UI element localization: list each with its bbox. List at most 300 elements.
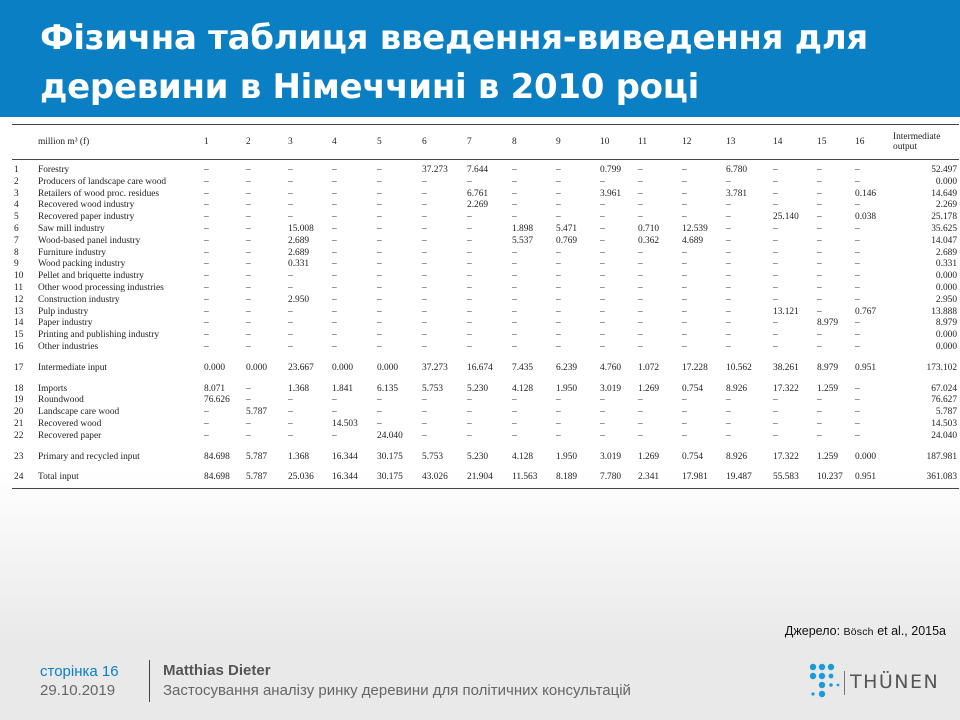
table-cell: –	[600, 330, 605, 341]
table-cell: 14.649	[931, 188, 957, 199]
table-cell: –	[467, 418, 472, 429]
table-cell: –	[600, 271, 605, 282]
table-cell: –	[638, 294, 643, 305]
table-row	[12, 375, 959, 396]
table-cell: –	[377, 395, 382, 406]
table-cell: –	[332, 282, 337, 293]
row-number: 22	[14, 430, 24, 441]
table-cell: –	[467, 341, 472, 352]
table-cell: –	[246, 212, 251, 223]
table-cell: –	[288, 407, 293, 418]
table-cell: 4.128	[512, 451, 534, 462]
table-row	[12, 342, 959, 354]
table-row	[12, 259, 959, 271]
table-row	[12, 407, 959, 419]
table-cell: –	[773, 200, 778, 211]
table-cell: –	[638, 407, 643, 418]
table-cell: –	[855, 165, 860, 175]
date: 29.10.2019	[40, 682, 116, 699]
row-label: Printing and publishing industry	[38, 330, 160, 341]
table-cell: –	[246, 282, 251, 293]
row-number: 16	[14, 341, 24, 352]
table-cell: –	[682, 330, 687, 341]
table-cell: –	[600, 247, 605, 258]
table-cell: 17.981	[680, 463, 724, 488]
table-cell: 1.259	[817, 383, 839, 394]
table-cell: –	[600, 407, 605, 418]
table-cell: 8.979	[817, 318, 839, 329]
table-cell: –	[204, 418, 209, 429]
table-cell: –	[467, 318, 472, 329]
column-header: 4	[330, 125, 375, 160]
table-cell: –	[638, 418, 643, 429]
table-cell: –	[600, 418, 605, 429]
table-cell: –	[773, 341, 778, 352]
table-cell: –	[377, 330, 382, 341]
table-cell: 187.981	[926, 451, 957, 462]
table-row	[12, 189, 959, 201]
row-label: Intermediate input	[38, 362, 107, 373]
table-cell: 16.344	[332, 451, 358, 462]
table-cell: 5.230	[467, 451, 489, 462]
source-note	[785, 624, 946, 638]
dots-logo-icon	[808, 661, 842, 701]
table-cell: –	[422, 200, 427, 211]
row-label: Imports	[38, 383, 68, 394]
table-cell: –	[246, 306, 251, 317]
table-cell: 5.787	[244, 463, 286, 488]
table-cell: –	[422, 223, 427, 234]
table-cell: –	[377, 282, 382, 293]
table-cell: 5.787	[246, 451, 268, 462]
table-cell: 0.331	[288, 259, 310, 270]
table-cell: –	[377, 165, 382, 175]
row-label: Wood-based panel industry	[38, 235, 141, 246]
table-cell: –	[512, 282, 517, 293]
source-prefix: Джерело:	[784, 624, 844, 638]
table-cell: –	[377, 407, 382, 418]
table-cell: –	[726, 318, 731, 329]
table-cell: 0.000	[935, 341, 957, 352]
table-header-row	[12, 125, 959, 160]
table-cell: –	[817, 223, 822, 234]
table-cell: 0.754	[682, 451, 704, 462]
table-cell: 0.000	[935, 330, 957, 341]
table-cell: –	[726, 271, 731, 282]
table-cell: 1.269	[638, 451, 660, 462]
table-cell: –	[817, 330, 822, 341]
author: Matthias Dieter	[163, 662, 271, 679]
row-label: Recovered wood	[38, 418, 102, 429]
table-cell: –	[288, 395, 293, 406]
table-cell: –	[682, 200, 687, 211]
table-cell: –	[682, 306, 687, 317]
table-cell: 5.230	[467, 383, 489, 394]
table-cell: –	[682, 188, 687, 199]
table-cell: –	[817, 271, 822, 282]
table-cell: 13.121	[773, 306, 799, 317]
presentation-subtitle: Застосування аналізу ринку деревини для політичних консультацій	[163, 682, 631, 699]
table-cell: –	[773, 235, 778, 246]
table-cell: –	[422, 306, 427, 317]
row-number: 23	[14, 451, 24, 462]
table-cell: –	[467, 306, 472, 317]
table-cell: 2.269	[467, 200, 489, 211]
row-label: Wood packing industry	[38, 259, 126, 270]
table-cell: –	[204, 235, 209, 246]
table-cell: –	[600, 200, 605, 211]
table-cell: –	[422, 271, 427, 282]
table-cell: 6.239	[556, 362, 578, 373]
table-cell: –	[638, 395, 643, 406]
table-cell: 24.040	[931, 430, 957, 441]
table-cell: –	[467, 395, 472, 406]
table-cell: –	[288, 165, 293, 175]
header-unit: million m³ (f)	[36, 125, 202, 160]
table-cell: –	[332, 223, 337, 234]
table-cell: –	[377, 223, 382, 234]
table-cell: –	[512, 200, 517, 211]
table-cell: –	[556, 418, 561, 429]
table-cell: –	[855, 341, 860, 352]
table-cell: 0.000	[855, 451, 877, 462]
table-cell: 19.487	[724, 463, 771, 488]
table-cell: 0.767	[855, 306, 877, 317]
table-cell: –	[422, 418, 427, 429]
row-number: 2	[14, 176, 19, 187]
table-cell: –	[512, 294, 517, 305]
table-cell: –	[682, 395, 687, 406]
table-cell: –	[855, 200, 860, 211]
row-number: 3	[14, 188, 19, 199]
table-cell: –	[204, 318, 209, 329]
column-header: 5	[375, 125, 420, 160]
table-cell: –	[773, 395, 778, 406]
table-cell: –	[288, 271, 293, 282]
table-cell: –	[817, 165, 822, 175]
table-cell: 8.979	[935, 318, 957, 329]
table-cell: –	[773, 282, 778, 293]
table-cell: –	[556, 176, 561, 187]
table-cell: 25.036	[286, 463, 330, 488]
row-number: 24	[12, 463, 36, 488]
row-label: Pulp industry	[38, 306, 89, 317]
table-cell: –	[773, 418, 778, 429]
table-cell: –	[377, 235, 382, 246]
table-cell: 1.368	[288, 451, 310, 462]
table-cell: –	[682, 294, 687, 305]
column-header: 13	[724, 125, 771, 160]
table-row	[12, 248, 959, 260]
table-cell: –	[726, 223, 731, 234]
table-row	[12, 160, 959, 177]
table-cell: –	[817, 212, 822, 223]
table-cell: –	[288, 318, 293, 329]
table-cell: 35.625	[931, 223, 957, 234]
table-cell: –	[512, 395, 517, 406]
table-cell: –	[855, 223, 860, 234]
column-header: 11	[636, 125, 680, 160]
table-cell: –	[726, 247, 731, 258]
table-cell: –	[638, 430, 643, 441]
table-cell: –	[422, 407, 427, 418]
table-cell: –	[855, 407, 860, 418]
column-header: 6	[420, 125, 465, 160]
table-cell: –	[855, 247, 860, 258]
row-label: Other wood processing industries	[38, 282, 164, 293]
row-label: Recovered paper	[38, 430, 102, 441]
row-number: 10	[14, 271, 24, 282]
table-cell: –	[600, 318, 605, 329]
table-cell: 1.898	[512, 223, 534, 234]
table-cell: –	[246, 200, 251, 211]
table-cell: –	[600, 176, 605, 187]
row-number: 7	[14, 235, 19, 246]
logo-text: THÜNEN	[850, 671, 940, 693]
table-cell: –	[422, 212, 427, 223]
table-cell: 1.950	[556, 383, 578, 394]
table-cell: –	[246, 294, 251, 305]
table-cell: 38.261	[773, 362, 799, 373]
table-cell: –	[600, 395, 605, 406]
table-cell: 3.019	[600, 383, 622, 394]
table-cell: –	[288, 430, 293, 441]
table-cell: 6.135	[377, 383, 399, 394]
table-cell: –	[422, 430, 427, 441]
table-cell: –	[855, 430, 860, 441]
table-cell: –	[638, 188, 643, 199]
table-cell: –	[422, 282, 427, 293]
table-cell: 0.038	[855, 212, 877, 223]
table-cell: –	[204, 188, 209, 199]
table-row	[12, 307, 959, 319]
table-cell: –	[512, 430, 517, 441]
table-cell: 6.780	[726, 165, 748, 175]
table-cell: –	[682, 341, 687, 352]
table-cell: 37.273	[422, 362, 448, 373]
table-cell: –	[422, 235, 427, 246]
table-cell: –	[682, 282, 687, 293]
table-cell: –	[422, 395, 427, 406]
table-cell: –	[332, 407, 337, 418]
table-cell: –	[817, 294, 822, 305]
row-label: Roundwood	[38, 395, 84, 406]
table-row	[12, 463, 959, 488]
table-cell: –	[377, 247, 382, 258]
table-cell: –	[817, 341, 822, 352]
footer	[0, 645, 960, 720]
table-cell: 17.322	[773, 383, 799, 394]
table-cell: –	[556, 188, 561, 199]
table-cell: –	[817, 176, 822, 187]
column-header: 16	[853, 125, 891, 160]
table-cell: –	[467, 407, 472, 418]
table-cell: –	[246, 176, 251, 187]
table-cell: –	[556, 247, 561, 258]
table-cell: –	[638, 282, 643, 293]
table-row	[12, 200, 959, 212]
io-table	[12, 124, 959, 489]
table-cell: –	[512, 318, 517, 329]
column-header: 7	[465, 125, 510, 160]
row-number: 4	[14, 200, 19, 211]
table-cell: –	[204, 282, 209, 293]
table-cell: –	[638, 200, 643, 211]
io-table-container	[12, 124, 958, 489]
table-cell: –	[246, 235, 251, 246]
table-cell: –	[817, 200, 822, 211]
table-cell: 3.781	[726, 188, 748, 199]
table-cell: –	[556, 165, 561, 175]
table-row	[12, 443, 959, 464]
table-cell: –	[422, 247, 427, 258]
table-row	[12, 212, 959, 224]
table-cell: –	[556, 271, 561, 282]
table-cell: 76.626	[204, 395, 230, 406]
table-cell: –	[204, 247, 209, 258]
table-cell: –	[204, 165, 209, 175]
row-label: Recovered wood industry	[38, 200, 135, 211]
table-cell: 1.269	[638, 383, 660, 394]
table-cell: 0.000	[935, 282, 957, 293]
row-number: 18	[14, 383, 24, 394]
table-cell: 7.435	[512, 362, 534, 373]
table-cell: –	[726, 294, 731, 305]
table-cell: –	[773, 330, 778, 341]
source-author: Bösch	[843, 626, 874, 638]
table-cell: 2.269	[935, 200, 957, 211]
table-cell: 4.760	[600, 362, 622, 373]
table-cell: –	[855, 282, 860, 293]
table-cell: –	[726, 395, 731, 406]
table-cell: –	[512, 271, 517, 282]
table-row	[12, 236, 959, 248]
table-cell: –	[773, 165, 778, 175]
table-cell: –	[246, 247, 251, 258]
row-label: Forestry	[38, 165, 70, 175]
table-cell: –	[638, 259, 643, 270]
table-cell: –	[204, 407, 209, 418]
table-cell: –	[512, 306, 517, 317]
table-cell: 5.787	[935, 407, 957, 418]
table-cell: 84.698	[202, 463, 244, 488]
table-cell: –	[332, 176, 337, 187]
table-cell: –	[556, 407, 561, 418]
table-cell: –	[682, 176, 687, 187]
thunen-logo	[808, 661, 940, 701]
table-cell: –	[288, 188, 293, 199]
table-cell: –	[377, 318, 382, 329]
table-cell: –	[332, 188, 337, 199]
table-cell: –	[467, 212, 472, 223]
table-cell: –	[726, 259, 731, 270]
table-cell: –	[600, 235, 605, 246]
table-cell: –	[682, 259, 687, 270]
table-cell: 173.102	[926, 362, 957, 373]
table-cell: 11.563	[510, 463, 554, 488]
table-cell: –	[377, 341, 382, 352]
table-cell: –	[773, 271, 778, 282]
table-body	[12, 160, 959, 489]
table-cell: 4.689	[682, 235, 704, 246]
table-cell: –	[638, 176, 643, 187]
table-cell: 5.471	[556, 223, 578, 234]
table-cell: 17.322	[773, 451, 799, 462]
table-row	[12, 271, 959, 283]
table-cell: 8.189	[554, 463, 598, 488]
table-cell: –	[377, 259, 382, 270]
table-cell: –	[600, 294, 605, 305]
table-cell: –	[377, 294, 382, 305]
table-cell: 23.667	[288, 362, 314, 373]
table-cell: –	[467, 430, 472, 441]
table-cell: –	[773, 318, 778, 329]
table-cell: 1.950	[556, 451, 578, 462]
row-label: Construction industry	[38, 294, 120, 305]
table-cell: –	[817, 259, 822, 270]
table-cell: –	[682, 407, 687, 418]
column-header: 2	[244, 125, 286, 160]
table-cell: –	[773, 223, 778, 234]
table-cell: –	[512, 176, 517, 187]
table-cell: –	[246, 430, 251, 441]
table-cell: –	[332, 341, 337, 352]
table-cell: 14.047	[931, 235, 957, 246]
table-cell: –	[467, 271, 472, 282]
table-cell: –	[422, 188, 427, 199]
table-cell: –	[556, 318, 561, 329]
table-cell: –	[377, 212, 382, 223]
table-cell: –	[855, 330, 860, 341]
table-cell: –	[638, 330, 643, 341]
title-bar	[0, 0, 960, 117]
table-cell: –	[204, 341, 209, 352]
row-number: 1	[14, 165, 19, 175]
table-cell: –	[332, 165, 337, 175]
table-cell: –	[512, 247, 517, 258]
table-cell: –	[556, 330, 561, 341]
table-cell: –	[332, 259, 337, 270]
table-cell: –	[600, 212, 605, 223]
table-cell: –	[204, 223, 209, 234]
table-cell: –	[246, 271, 251, 282]
table-cell: –	[855, 259, 860, 270]
table-cell: –	[246, 318, 251, 329]
table-cell: 12.539	[682, 223, 708, 234]
table-cell: –	[512, 341, 517, 352]
table-cell: –	[332, 200, 337, 211]
table-cell: –	[512, 418, 517, 429]
table-cell: 1.072	[638, 362, 660, 373]
table-cell: –	[817, 235, 822, 246]
table-cell: –	[556, 259, 561, 270]
table-cell: –	[246, 165, 251, 175]
table-cell: –	[288, 200, 293, 211]
table-cell: –	[855, 176, 860, 187]
table-row	[12, 419, 959, 431]
row-label: Furniture industry	[38, 247, 106, 258]
table-cell: –	[377, 188, 382, 199]
table-cell: 0.362	[638, 235, 660, 246]
table-cell: –	[817, 188, 822, 199]
row-number: 9	[14, 259, 19, 270]
table-cell: –	[817, 418, 822, 429]
row-number: 19	[14, 395, 24, 406]
table-cell: –	[556, 200, 561, 211]
table-cell: 2.689	[935, 247, 957, 258]
table-cell: –	[467, 176, 472, 187]
table-cell: 24.040	[377, 430, 403, 441]
